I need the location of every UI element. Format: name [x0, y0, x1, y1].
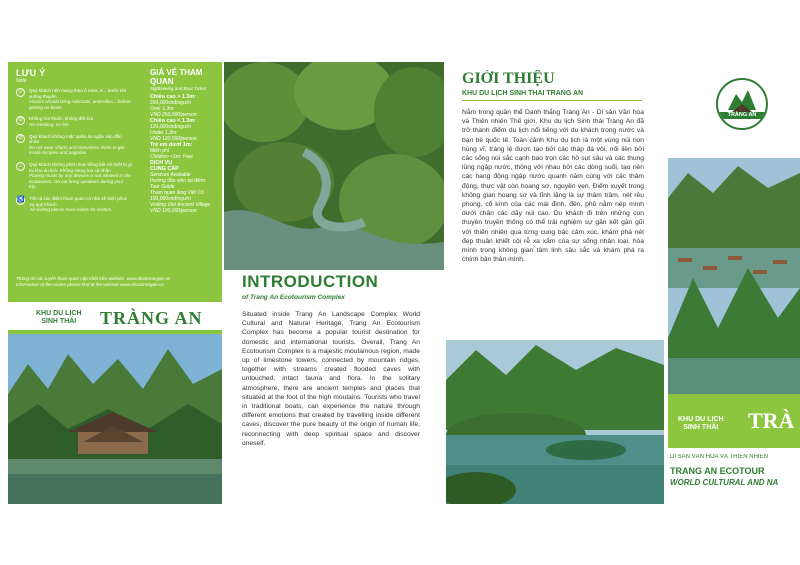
temple-photo — [8, 334, 222, 504]
ticket-list — [150, 94, 216, 214]
trang-an-logo — [716, 78, 768, 130]
ticket-line: Miễn phí — [150, 148, 170, 154]
ticket-title: GIÁ VÉ THAM QUAN — [150, 68, 203, 86]
right-heritage-text: DI SẢN VĂN HÓA VÀ THIÊN NHIÊN — [670, 454, 768, 460]
ticket-line: Children <1m: Free — [150, 154, 193, 160]
ticket-line: Visiting Viet Ancient Village — [150, 202, 211, 208]
note-text-vi: Không hút thuốc, không đốt lửa — [29, 116, 94, 122]
lake-photo — [446, 340, 664, 504]
no-music-icon: ♪ — [16, 162, 25, 171]
right-world-cultural-text: WORLD CULTURAL AND NA — [670, 478, 779, 487]
note-text-en: No smoking, no fire — [29, 121, 69, 127]
note-item — [16, 134, 132, 156]
ticket-line: Chiều cao < 1.3m: — [150, 118, 196, 124]
boats-photo — [668, 158, 800, 394]
ticket-line: 100,000vnđ/người — [150, 196, 191, 202]
note-text-en: Visitors should bring raincoats, umbrellas... before getting on boats — [29, 99, 131, 110]
note-text-vi: Quý khách nên mang theo ô mưa, 6... trước khi xuống thuyền — [29, 88, 127, 99]
ticket-panel — [140, 62, 222, 302]
notes-title: LƯU Ý — [16, 68, 46, 78]
karst-river-photo — [224, 62, 444, 270]
notes-list — [16, 88, 132, 213]
ticket-subtitle: Sightseeing and Boat Ticket — [150, 86, 206, 91]
note-text — [29, 134, 132, 156]
toilet-icon: ♿ — [17, 196, 25, 203]
note-text-en: Do not wear shorts and sleeveless shirts to get inside temples and pagodas — [29, 144, 125, 156]
gioi-thieu-title: GIỚI THIỆU — [462, 70, 555, 87]
left-title-trang-an: TRÀNG AN — [100, 308, 203, 328]
ticket-line: DỊCH VỤ — [150, 160, 173, 166]
notes-panel — [8, 62, 140, 302]
intro-subtitle: of Trang An Ecotourism Complex — [242, 294, 345, 301]
note-text-vi: Quý khách không phát nhạc bằng bất cứ thiết bị gì tại khu du lịch. Không mang loa cá nhân — [29, 161, 132, 173]
ticket-line: Hướng dẫn viên tại điểm — [150, 178, 205, 184]
notes-subtitle: Note — [16, 78, 27, 84]
ticket-line: 120,000vnđ/người — [150, 124, 191, 130]
ticket-line: Tour Guide — [150, 184, 175, 190]
right-ecotour-text: TRANG AN ECOTOUR — [670, 466, 765, 476]
note-text-vi: Quý khách không mặc quần áo ngắn vào đền chùa — [29, 133, 122, 145]
ticket-line: Under 1.3m: — [150, 130, 178, 136]
note-text — [29, 196, 132, 213]
gioi-thieu-divider — [462, 100, 642, 101]
life-jacket-icon: ☺ — [17, 89, 24, 95]
gioi-thieu-subtitle: KHU DU LỊCH SINH THÁI TRÀNG AN — [462, 90, 584, 97]
note-item — [16, 196, 132, 213]
note-item — [16, 88, 132, 110]
note-text — [29, 116, 93, 127]
website-info-vi: Thông tin các tuyến tham quan cập nhật trên website: www.disantrangan.vn — [16, 276, 171, 281]
ticket-line: VND 100,000/person — [150, 208, 197, 214]
right-title-kdl: KHU DU LỊCH SINH THÁI — [678, 416, 724, 431]
note-item — [16, 116, 132, 127]
ticket-line: Trẻ em dưới 1m: — [150, 142, 193, 148]
no-shorts-icon: ⊘ — [17, 134, 24, 141]
note-text-en: Playing music by any devices is not allowed in the ecotourism. Do not bring speakers during your trip. — [29, 173, 131, 190]
note-text-en: All visiting places have toilets for visitors. — [29, 207, 113, 213]
ticket-line: CUNG CẤP — [150, 166, 179, 172]
no-smoking-icon: ⊘ — [17, 117, 24, 124]
logo-label: TRÀNG AN — [718, 112, 766, 119]
gioi-thieu-body: Nằm trong quần thể Danh thắng Tràng An - Di sản Văn hóa và Thiên nhiên Thế giới, Khu du lịch Sinh thái Tràng An đã trở thành điểm du lịch nổi tiếng với du khách trong nước và bạn bè quốc tế. Toàn cảnh Khu du lịch là một vùng núi non hùng vĩ, tráng lệ được tạo bởi các tháp đá vôi, nối liền bởi các sống núi sắc cạnh bao trọn các hồ sụt sâu và các thung lũng ngập nước, thông với nhau bởi các dòng suối, tạo nên các hang động ngập nước quanh năm cùng với các thảm động, thực vật còn hoang sơ, nguyên vẹn. Điểm xuyết trong không gian hoang sơ và tĩnh lặng là sự thâm trầm, nét rêu phong, cổ kính của các mái đình, đền, phủ nằm nép mình dưới chân các dãy núi cao. Du khách đi trên những con thuyền truyền thống có thể trải nghiệm sự gần kết gần gũi với thiên nhiên qua từng cung bậc cảm xúc, khám phá nét đẹp thuần khiết cội rễ xa xăm của sự sống nhân loại, hòa mình trong không gian tâm linh sâu sắc và khám phá ra chính bản thân mình. — [462, 109, 644, 264]
intro-title: INTRODUCTION — [242, 272, 379, 291]
website-info — [8, 272, 222, 302]
note-text — [29, 162, 132, 190]
right-title-band — [668, 394, 800, 448]
left-title-kdl: KHU DU LỊCH SINH THÁI — [36, 310, 82, 325]
ticket-line: Chiều cao > 1.3m: — [150, 94, 196, 100]
ticket-line: VND 120,000/person — [150, 136, 197, 142]
note-text-vi: Tất cả các điểm tham quan có nhà vệ sinh phục vụ quý khách — [29, 195, 128, 207]
ticket-line: Over 1.3m: — [150, 106, 175, 112]
ticket-line: Services Available — [150, 172, 191, 178]
left-title-band — [8, 302, 222, 334]
note-text — [29, 88, 132, 110]
ticket-line: Tham quan làng Việt Cổ — [150, 190, 204, 196]
note-item — [16, 162, 132, 190]
ticket-line: VND 250,000/person — [150, 112, 197, 118]
right-title-trang-an: TRÀ — [748, 408, 795, 433]
intro-body: Situated inside Trang An Landscape Complex World Cultural and Natural Heritage, Trang An Ecotourism Complex has become a popular tourist destination for domestic and international tourists. Overall, Trang An Ecotourism Complex is a majestic moutainous region, made up of limestone towers, connected by mountain ridges, together with streams created flooded caves with untouched, intact fauna and flora. In the solitary atmosphere, there are ancient temples and places that situated at the foot of the high moutains. Tourists who travel in traditional boats, can experience the nature through different emotions that created by travelling inside different caves, discover the pure beauty of the origin of human life, reconnecting with deep spiritual space and discover oneself. — [242, 311, 420, 447]
ticket-line: 250,000vnđ/người — [150, 100, 191, 106]
website-info-en: Information of the routes please find at the website www.disantrangan.vn — [16, 282, 164, 287]
